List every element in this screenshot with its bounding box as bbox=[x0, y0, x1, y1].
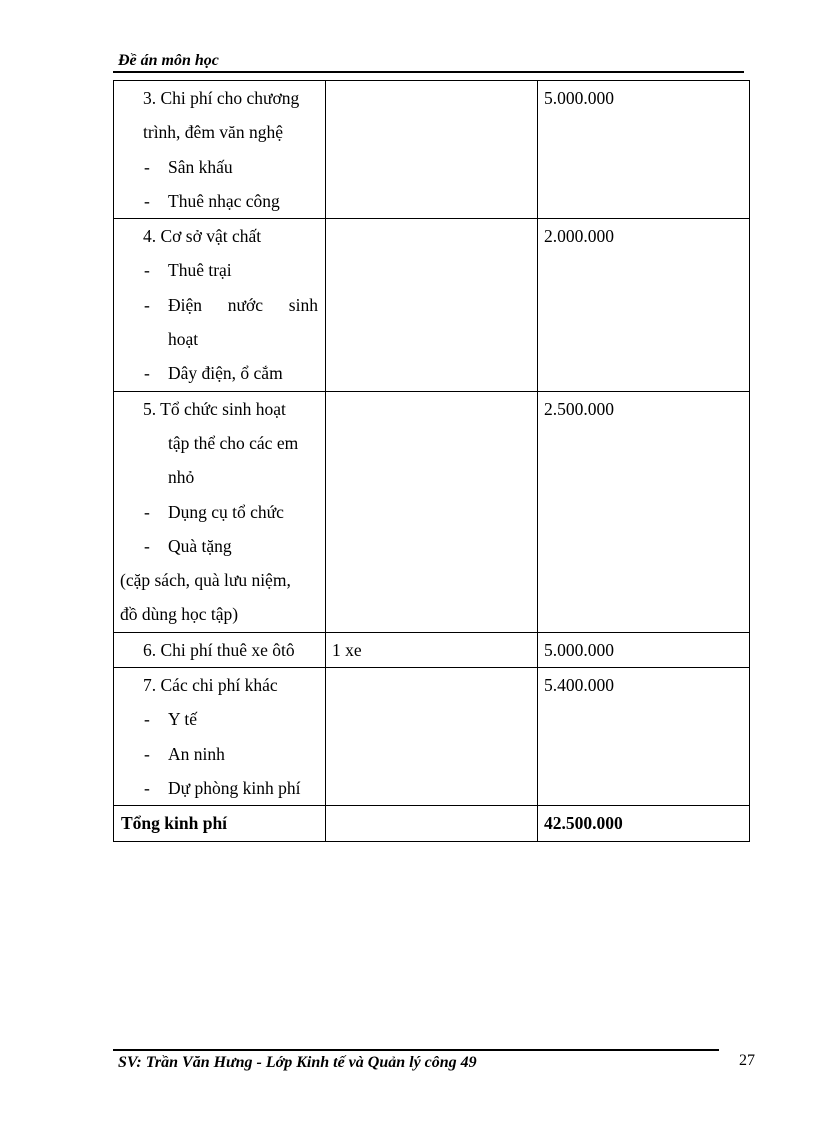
item-heading-continuation: tập thể cho các em bbox=[168, 432, 299, 453]
list-item: - Dự phòng kinh phí bbox=[120, 771, 318, 805]
item-cell bbox=[114, 632, 326, 667]
table-row bbox=[114, 219, 750, 391]
amount-value: 2.000.000 bbox=[544, 226, 614, 247]
total-row bbox=[114, 806, 750, 841]
amount-cell bbox=[538, 668, 750, 806]
item-heading: 3. Chi phí cho chương bbox=[143, 88, 300, 108]
table-row bbox=[114, 391, 750, 632]
page-header-title: Đề án môn học bbox=[118, 52, 219, 69]
item-heading-continuation: nhỏ bbox=[168, 467, 195, 488]
item-note: đồ dùng học tập) bbox=[120, 604, 239, 625]
table-row bbox=[114, 668, 750, 806]
page-number: 27 bbox=[739, 1052, 755, 1069]
list-item: - Dây điện, ổ cắm bbox=[120, 356, 318, 390]
footer-rule bbox=[113, 1049, 719, 1051]
total-amount: 42.500.000 bbox=[544, 813, 623, 834]
list-item: - An ninh bbox=[120, 737, 318, 771]
item-cell bbox=[114, 391, 326, 632]
quantity-cell bbox=[326, 632, 538, 667]
table-row bbox=[114, 81, 750, 219]
amount-cell bbox=[538, 219, 750, 391]
quantity-cell bbox=[326, 219, 538, 391]
list-item: - Điện nước sinh bbox=[120, 288, 318, 322]
total-label: Tổng kinh phí bbox=[121, 813, 228, 834]
list-item: - Sân khấu bbox=[120, 150, 318, 184]
list-item: - Thuê nhạc công bbox=[120, 184, 318, 218]
amount-cell bbox=[538, 391, 750, 632]
item-heading-continuation: trình, đêm văn nghệ bbox=[143, 122, 283, 143]
list-item-continuation: hoạt bbox=[168, 329, 199, 350]
quantity-value: 1 xe bbox=[332, 639, 362, 660]
amount-value: 5.000.000 bbox=[544, 88, 614, 108]
quantity-cell bbox=[326, 391, 538, 632]
item-cell bbox=[114, 219, 326, 391]
list-item: - Quà tặng bbox=[120, 529, 318, 563]
list-item: - Y tế bbox=[120, 702, 318, 736]
item-heading: 5. Tổ chức sinh hoạt bbox=[143, 398, 286, 419]
total-quantity-cell bbox=[326, 806, 538, 841]
header-rule bbox=[113, 71, 744, 73]
item-cell bbox=[114, 81, 326, 219]
item-heading: 4. Cơ sở vật chất bbox=[143, 226, 262, 247]
total-amount-cell bbox=[538, 806, 750, 841]
total-label-cell bbox=[114, 806, 326, 841]
quantity-cell bbox=[326, 668, 538, 806]
table-row bbox=[114, 632, 750, 667]
list-item: - Dụng cụ tổ chức bbox=[120, 495, 318, 529]
quantity-cell bbox=[326, 81, 538, 219]
item-note: (cặp sách, quà lưu niệm, bbox=[120, 570, 291, 591]
amount-cell bbox=[538, 81, 750, 219]
amount-value: 2.500.000 bbox=[544, 398, 614, 419]
item-cell bbox=[114, 668, 326, 806]
item-heading: 6. Chi phí thuê xe ôtô bbox=[143, 639, 295, 660]
amount-cell bbox=[538, 632, 750, 667]
item-heading: 7. Các chi phí khác bbox=[143, 675, 278, 696]
list-item: - Thuê trại bbox=[120, 253, 318, 287]
amount-value: 5.000.000 bbox=[544, 639, 614, 660]
footer-author: SV: Trần Văn Hưng - Lớp Kinh tế và Quản lý công 49 bbox=[118, 1054, 477, 1071]
budget-table bbox=[113, 80, 750, 842]
amount-value: 5.400.000 bbox=[544, 675, 614, 696]
